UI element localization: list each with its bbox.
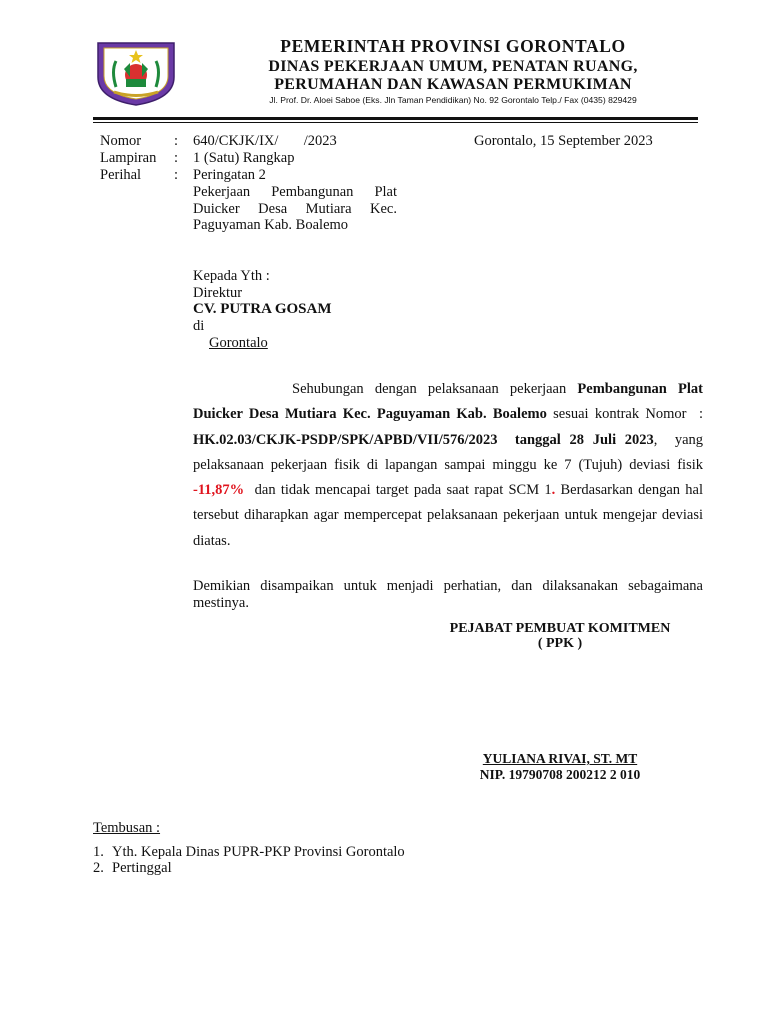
signature-role-abbr: ( PPK ): [537, 636, 583, 651]
body-p1-project-name: Pembangunan Plat Duicker Desa Mutiara Kec. Paguyaman Kab. Boalemo: [193, 381, 703, 423]
letterhead-divider-thin: [93, 122, 698, 123]
addressee-greeting: Kepada Yth :: [193, 268, 270, 284]
signatory-name: YULIANA RIVAI, ST. MT: [482, 751, 638, 766]
nomor-label: Nomor: [100, 133, 142, 149]
letterhead-government-name: PEMERINTAH PROVINSI GORONTALO: [280, 36, 626, 56]
body-p1-red-period: .: [551, 482, 556, 499]
body-p1-target-text: dan tidak mencapai target pada saat rapat SCM 1: [244, 482, 552, 499]
perihal-description: Pekerjaan Pembangunan Plat Duicker Desa Mutiara Kec. Paguyaman Kab. Boalemo: [193, 184, 397, 233]
addressee-title: Direktur: [193, 285, 243, 301]
signature-role: PEJABAT PEMBUAT KOMITMEN: [449, 621, 671, 636]
addressee-di: di: [193, 318, 205, 334]
tembusan-item: [93, 844, 405, 861]
body-p1-contract-lead: sesuai kontrak Nomor :: [546, 406, 707, 423]
body-p1-progress-text: , yang pelaksanaan pekerjaan fisik di lapangan sampai minggu ke 7 (Tujuh) deviasi fisik: [193, 431, 711, 473]
lampiran-colon: :: [174, 150, 179, 166]
letterhead-divider-thick: [93, 117, 698, 120]
perihal-value: Peringatan 2: [193, 167, 266, 183]
nomor-colon: :: [174, 133, 179, 149]
nip-value: . 19790708 200212 2 010: [501, 767, 641, 782]
addressee-city: Gorontalo: [209, 335, 268, 351]
body-paragraph-1: [193, 377, 711, 554]
tembusan-item-number: 1.: [93, 844, 104, 860]
perihal-label: Perihal: [100, 167, 142, 183]
lampiran-label: Lampiran: [100, 150, 157, 166]
lampiran-value: 1 (Satu) Rangkap: [193, 150, 295, 166]
perihal-colon: :: [174, 167, 179, 183]
letterhead-department-line2: PERUMAHAN DAN KAWASAN PERMUKIMAN: [274, 76, 632, 93]
letterhead-department-line1: DINAS PEKERJAAN UMUM, PENATAN RUANG,: [268, 58, 638, 75]
tembusan-item-number: 2.: [93, 860, 104, 876]
deviation-value: -11,87%: [193, 482, 245, 499]
body-p1-intro: Sehubungan dengan pelaksanaan pekerjaan: [292, 381, 578, 397]
body-p1-contract-number: HK.02.03/CKJK-PSDP/SPK/APBD/VII/576/2023 tanggal 28 Juli 2023: [193, 431, 654, 448]
tembusan-item-text: Yth. Kepala Dinas PUPR-PKP Provinsi Gorontalo: [112, 844, 405, 860]
nomor-value: 640/CKJK/IX/ /2023: [193, 133, 337, 149]
nip-label: NIP: [479, 767, 502, 782]
addressee-company: CV. PUTRA GOSAM: [193, 301, 332, 317]
body-paragraph-2: Demikian disampaikan untuk menjadi perhatian, dan dilaksanakan sebagaimana mestinya.: [193, 578, 703, 611]
letter-date: Gorontalo, 15 September 2023: [474, 133, 653, 149]
tembusan-item-text: Pertinggal: [112, 860, 172, 876]
signatory-nip: [430, 767, 690, 783]
tembusan-label: Tembusan :: [93, 820, 161, 836]
letterhead-address: Jl. Prof. Dr. Aloei Saboe (Eks. Jln Taman Pendidikan) No. 92 Gorontalo Telp./ Fax (0435) 829429: [269, 95, 637, 105]
tembusan-item: [93, 860, 172, 877]
body-p1-closing: Berdasarkan dengan hal tersebut diharapkan agar mempercepat pelaksanaan pekerjaan untuk mengejar deviasi diatas.: [193, 482, 703, 549]
provincial-emblem-logo: [94, 37, 178, 107]
